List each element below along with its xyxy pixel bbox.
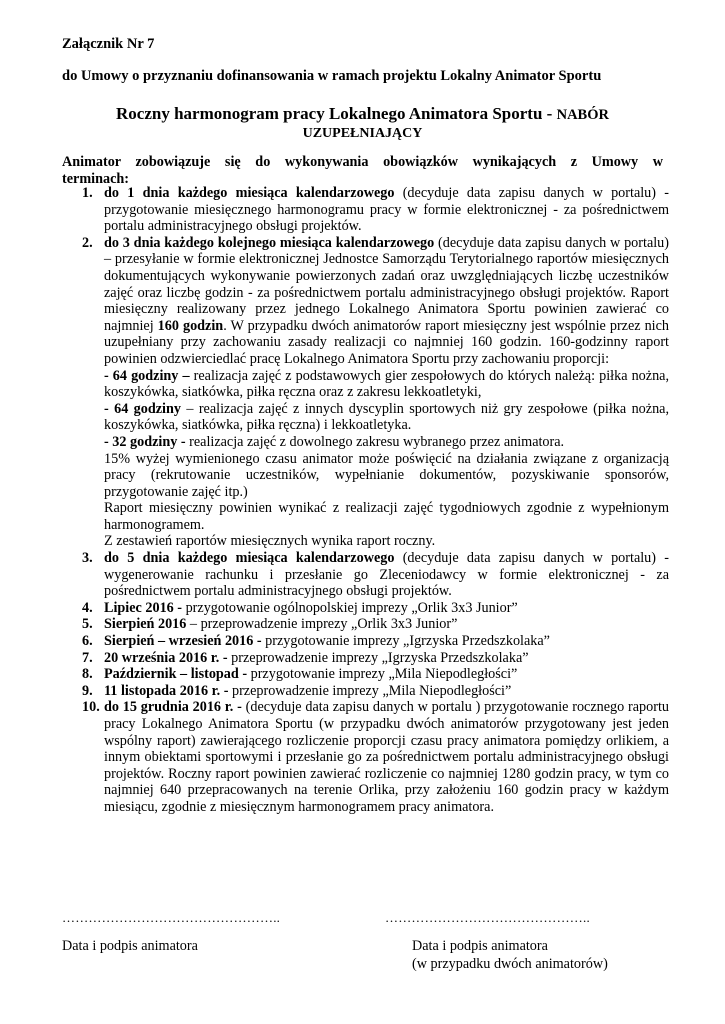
term-emphasis: 160 godzin: [157, 317, 224, 334]
term-number: 7.: [82, 649, 93, 666]
term-paragraph: [104, 434, 669, 451]
term-text: (decyduje data zapisu danych w portalu) – przesyłanie w formie elektronicznej Jednostce Samorządu Terytorialnego raportów miesięcznych dokumentujących wykonywanie powierzonych zadań oraz uwzględniających liczbę uczestników zajęć oraz liczbę godzin - za pośrednictwem portalu administracyjnego obsługi projektów. Raport miesięczny realizowany przez jednego Lokalnego Animatora Sportu powinien zawierać co najmniej: [104, 234, 669, 334]
term-text: (decyduje data zapisu danych w portalu ) przygotowanie rocznego raportu pracy Lokalnego Animatora Sportu (w przypadku dwóch animatorów przygotowany jest jeden wspólny raport) zawierającego rozliczenie proporcji czasu pracy animatora pomiędzy orlikiem, a innym obiektami sportowymi i przesłanie go za pośrednictwem portalu administracyjnego obsługi projektów. Roczny raport powinien zawierać rozliczenie co najmniej 1280 godzin pracy, w tym co najmniej 640 przepracowanych na terenie Orlika, przy założeniu 160 godzin pracy w każdym miesiącu, zgodnie z miesięcznym harmonogramem pracy animatora.: [104, 699, 669, 815]
term-paragraph: [104, 666, 669, 683]
title-line1-main: Roczny harmonogram pracy Lokalnego Animatora Sportu -: [116, 104, 557, 123]
term-item: [62, 699, 669, 815]
term-number: 5.: [82, 616, 93, 633]
term-emphasis: - 32 godziny -: [104, 433, 186, 450]
term-paragraph: [104, 533, 669, 550]
term-item: [62, 683, 669, 700]
term-paragraph: [104, 185, 669, 235]
title-line2: UZUPEŁNIAJĄCY: [302, 126, 423, 141]
term-text: 15% wyżej wymienionego czasu animator może poświęcić na działania związane z organizacją pracy (rekrutowanie uczestników, wypełnianie dokumentów, pozyskiwanie sponsorów, przygotowanie zajęć itp.): [104, 450, 669, 500]
term-paragraph: [104, 500, 669, 533]
term-text: przygotowanie imprezy „Igrzyska Przedszkolaka”: [261, 633, 550, 650]
term-text: przeprowadzenie imprezy „Igrzyska Przedszkolaka”: [227, 649, 529, 666]
term-text: – realizacja zajęć z innych dyscyplin sportowych niż gry zespołowe (piłka nożna, koszykówka, siatkówka, piłka ręczna) i lekkoatletyka.: [104, 400, 670, 434]
term-text: . W przypadku dwóch animatorów raport miesięczny jest wspólnie przez nich uzupełniany przy zachowaniu zasady realizacji co najmniej 160 godzin. 160-godzinny raport powinien odzwierciedlać pracę Lokalnego Animatora Sportu przy zachowaniu proporcji:: [104, 317, 669, 367]
intro-paragraph: [62, 154, 663, 187]
term-item: [62, 550, 669, 600]
term-item: [62, 633, 669, 650]
term-number: 9.: [82, 682, 93, 699]
term-paragraph: [104, 633, 669, 650]
terms-list: [62, 185, 669, 816]
term-emphasis: 11 listopada 2016 r. -: [104, 682, 229, 699]
intro-line1: Animator zobowiązuje się do wykonywania obowiązków wynikających z Umowy w: [62, 154, 663, 170]
term-item: [62, 185, 669, 235]
term-number: 1.: [82, 185, 93, 201]
term-text: – przeprowadzenie imprezy „Orlik 3x3 Junior”: [186, 616, 458, 633]
term-number: 4.: [82, 599, 93, 616]
term-paragraph: [104, 235, 669, 368]
intro-line2: terminach:: [62, 170, 129, 187]
term-number: 3.: [82, 550, 93, 567]
term-paragraph: [104, 650, 669, 667]
term-paragraph: [104, 550, 669, 600]
term-item: [62, 235, 669, 550]
term-emphasis: Sierpień – wrzesień 2016 -: [104, 633, 262, 650]
term-emphasis: do 5 dnia każdego miesiąca kalendarzowego: [104, 550, 395, 567]
term-text: realizacja zajęć z dowolnego zakresu wybranego przez animatora.: [185, 433, 565, 450]
signature-line-left: …………………………………………..: [62, 910, 281, 925]
term-paragraph: [104, 600, 669, 617]
term-item: [62, 616, 669, 633]
term-text: realizacja zajęć z podstawowych gier zespołowych do których należą: piłka nożna, koszykówka, siatkówka, piłka ręczna oraz z zakresu lekkoatletyki,: [104, 367, 670, 401]
term-number: 8.: [82, 666, 93, 683]
term-emphasis: Październik – listopad -: [104, 666, 248, 683]
signature-caption-right: [412, 937, 608, 973]
agreement-reference: do Umowy o przyznaniu dofinansowania w ramach projektu Lokalny Animator Sportu: [62, 68, 602, 84]
term-emphasis: do 3 dnia każdego kolejnego miesiąca kalendarzowego: [104, 234, 435, 251]
term-item: [62, 666, 669, 683]
term-text: Z zestawień raportów miesięcznych wynika raport roczny.: [104, 533, 436, 550]
term-emphasis: do 1 dnia każdego miesiąca kalendarzowego: [104, 185, 395, 201]
term-paragraph: [104, 368, 669, 401]
term-number: 2.: [82, 234, 93, 251]
page-title: [62, 104, 663, 142]
term-number: 10.: [82, 699, 100, 716]
term-item: [62, 600, 669, 617]
annex-number: Załącznik Nr 7: [62, 36, 155, 52]
term-text: przeprowadzenie imprezy „Mila Niepodległości”: [228, 682, 512, 699]
term-paragraph: [104, 451, 669, 501]
term-text: przygotowanie ogólnopolskiej imprezy „Orlik 3x3 Junior”: [182, 599, 518, 616]
term-emphasis: 20 września 2016 r. -: [104, 649, 228, 666]
term-text: przygotowanie imprezy „Mila Niepodległości”: [247, 666, 518, 683]
signature-caption-right-line2: (w przypadku dwóch animatorów): [412, 956, 608, 972]
term-paragraph: [104, 683, 669, 700]
term-emphasis: do 15 grudnia 2016 r. -: [104, 699, 242, 716]
term-paragraph: [104, 616, 669, 633]
term-emphasis: - 64 godziny: [104, 400, 181, 417]
term-emphasis: - 64 godziny –: [104, 367, 190, 384]
term-number: 6.: [82, 633, 93, 650]
term-paragraph: [104, 699, 669, 815]
term-text: (decyduje data zapisu danych w portalu) - przygotowanie miesięcznego harmonogramu pracy w formie elektronicznej - za pośrednictwem portalu administracyjnego obsługi projektów.: [104, 185, 669, 235]
signature-caption-right-line1: Data i podpis animatora: [412, 938, 548, 954]
term-paragraph: [104, 401, 669, 434]
term-emphasis: Lipiec 2016 -: [104, 599, 183, 616]
term-item: [62, 650, 669, 667]
term-emphasis: Sierpień 2016: [104, 616, 187, 633]
term-text: (decyduje data zapisu danych w portalu) - wygenerowanie rachunku i przesłanie go Zleceniodawcy w formie elektronicznej - za pośrednictwem portalu administracyjnego obsługi projektów.: [104, 550, 669, 600]
signature-caption-left: Data i podpis animatora: [62, 938, 198, 954]
signature-line-right: ………………………………………..: [385, 910, 590, 925]
title-line1-small: NABÓR: [556, 107, 609, 123]
term-text: Raport miesięczny powinien wynikać z realizacji zajęć tygodniowych zgodnie z wypełnionym harmonogramem.: [104, 500, 669, 533]
